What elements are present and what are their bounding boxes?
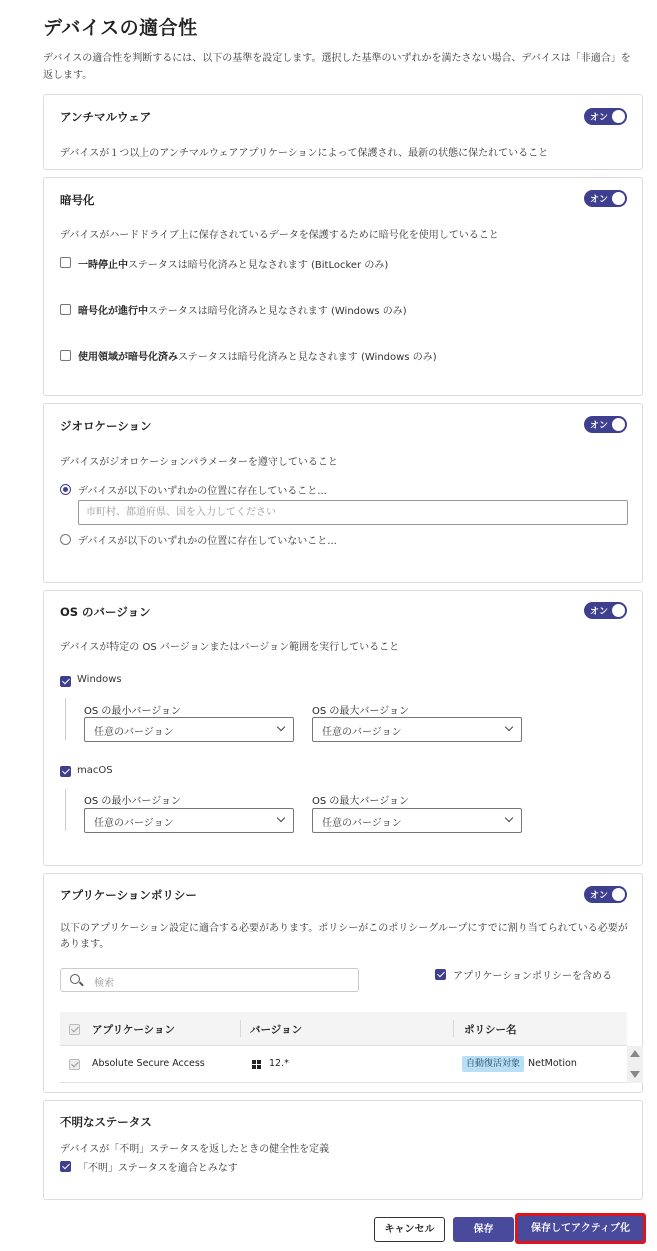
select-all-checkbox[interactable]	[69, 1024, 80, 1035]
in-progress-option-label: 暗号化が進行中ステータスは暗号化済みと見なされます (Windows のみ)	[78, 306, 407, 317]
select-value: 任意のバージョン	[94, 818, 174, 829]
toggle-label: オン	[590, 113, 609, 123]
macos-max-label: OS の最大バージョン	[312, 796, 409, 807]
column-divider	[453, 1020, 454, 1037]
encryption-toggle[interactable]	[584, 190, 627, 207]
suspended-checkbox[interactable]	[60, 257, 71, 268]
include-app-policy-label: アプリケーションポリシーを含める	[453, 971, 612, 982]
cancel-button[interactable]: キャンセル	[374, 1217, 445, 1242]
toggle-label: オン	[590, 195, 609, 205]
cell-policy-name: NetMotion	[528, 1058, 577, 1069]
select-value: 任意のバージョン	[322, 818, 402, 829]
app-policy-toggle[interactable]	[584, 886, 627, 903]
chevron-down-icon	[277, 814, 285, 822]
antimalware-card	[43, 94, 643, 170]
os-version-toggle[interactable]	[584, 602, 627, 619]
table-header	[60, 1012, 627, 1046]
status-badge: 自動復活対象	[462, 1056, 524, 1072]
inside-location-radio[interactable]	[60, 484, 71, 495]
search-icon	[70, 974, 80, 984]
used-space-option-label: 使用領域が暗号化済みステータスは暗号化済みと見なされます (Windows のみ)	[78, 352, 437, 363]
in-progress-checkbox[interactable]	[60, 304, 71, 315]
app-policy-card	[43, 873, 643, 1093]
row-checkbox[interactable]	[69, 1059, 80, 1070]
toggle-knob	[612, 110, 625, 123]
scroll-down-icon[interactable]	[630, 1071, 640, 1078]
save-button[interactable]: 保存	[453, 1217, 514, 1242]
macos-indent-line	[65, 789, 66, 831]
os-version-title: OS のバージョン	[60, 605, 151, 619]
toggle-knob	[612, 418, 625, 431]
geolocation-title: ジオロケーション	[60, 419, 152, 433]
app-policy-title: アプリケーションポリシー	[60, 888, 197, 902]
chevron-down-icon	[505, 814, 513, 822]
macos-max-select[interactable]	[312, 808, 522, 833]
chevron-down-icon	[277, 723, 285, 731]
toggle-label: オン	[590, 891, 609, 901]
os-version-card	[43, 590, 643, 866]
save-and-activate-button[interactable]: 保存してアクティブ化	[515, 1213, 646, 1244]
windows-max-select[interactable]	[312, 717, 522, 742]
select-value: 任意のバージョン	[94, 727, 174, 738]
inside-location-label: デバイスが以下のいずれかの位置に存在していること...	[78, 486, 327, 497]
page-title: デバイスの適合性	[43, 17, 198, 39]
antimalware-toggle[interactable]	[584, 108, 627, 125]
toggle-knob	[612, 888, 625, 901]
page-description: デバイスの適合性を判断するには、以下の基準を設定します。選択した基準のいずれかを満たさない場合、デバイスは「非適合」を返します。	[43, 53, 631, 81]
antimalware-description: デバイスが１つ以上のアンチマルウェアアプリケーションによって保護され、最新の状態に保たれていること	[60, 148, 549, 159]
toggle-label: オン	[590, 607, 609, 617]
toggle-knob	[612, 192, 625, 205]
outside-location-label: デバイスが以下のいずれかの位置に存在していないこと...	[78, 536, 337, 547]
windows-checkbox[interactable]	[60, 676, 71, 687]
antimalware-title: アンチマルウェア	[60, 110, 152, 124]
select-value: 任意のバージョン	[322, 727, 402, 738]
macos-min-label: OS の最小バージョン	[84, 796, 181, 807]
outside-location-radio[interactable]	[60, 534, 71, 545]
os-version-description: デバイスが特定の OS バージョンまたはバージョン範囲を実行していること	[60, 642, 400, 653]
suspended-option-label: 一時停止中ステータスは暗号化済みと見なされます (BitLocker のみ)	[78, 260, 389, 271]
unknown-status-title: 不明なステータス	[60, 1115, 152, 1129]
geolocation-description: デバイスがジオロケーションパラメーターを遵守していること	[60, 457, 338, 468]
encryption-title: 暗号化	[60, 193, 95, 207]
macos-checkbox[interactable]	[60, 766, 71, 777]
column-header-version[interactable]: バージョン	[250, 1024, 303, 1036]
windows-indent-line	[65, 698, 66, 740]
geolocation-card	[43, 403, 643, 583]
unknown-status-checkbox[interactable]	[60, 1161, 71, 1172]
used-space-checkbox[interactable]	[60, 350, 71, 361]
unknown-status-description: デバイスが「不明」ステータスを返したときの健全性を定義	[60, 1144, 330, 1155]
column-divider	[240, 1020, 241, 1037]
column-header-policy-name[interactable]: ポリシー名	[464, 1024, 517, 1036]
toggle-knob	[612, 604, 625, 617]
encryption-description: デバイスがハードドライブ上に保存されているデータを保護するために暗号化を使用していること	[60, 230, 499, 241]
windows-min-label: OS の最小バージョン	[84, 706, 181, 717]
include-app-policy-checkbox[interactable]	[435, 969, 446, 980]
scroll-up-icon[interactable]	[630, 1050, 640, 1057]
search-placeholder: 検索	[94, 978, 114, 989]
geolocation-toggle[interactable]	[584, 416, 627, 433]
app-policy-description: 以下のアプリケーション設定に適合する必要があります。ポリシーがこのポリシーグループにすでに割り当てられている必要があります。	[60, 923, 628, 950]
unknown-status-label: 「不明」ステータスを適合とみなす	[78, 1163, 238, 1174]
toggle-label: オン	[590, 421, 609, 431]
table-row[interactable]	[60, 1046, 627, 1083]
macos-label: macOS	[77, 765, 113, 776]
unknown-status-card	[43, 1100, 643, 1200]
macos-min-select[interactable]	[84, 808, 294, 833]
cell-application: Absolute Secure Access	[92, 1058, 205, 1069]
windows-icon	[252, 1060, 261, 1069]
windows-min-select[interactable]	[84, 717, 294, 742]
windows-label: Windows	[77, 674, 122, 685]
app-search-field[interactable]	[60, 968, 359, 992]
location-input[interactable]	[78, 500, 628, 525]
column-header-application[interactable]: アプリケーション	[92, 1024, 175, 1036]
cell-version: 12.*	[269, 1058, 289, 1069]
windows-max-label: OS の最大バージョン	[312, 706, 409, 717]
chevron-down-icon	[505, 723, 513, 731]
table-scrollbar[interactable]	[627, 1046, 643, 1083]
encryption-card	[43, 177, 643, 396]
